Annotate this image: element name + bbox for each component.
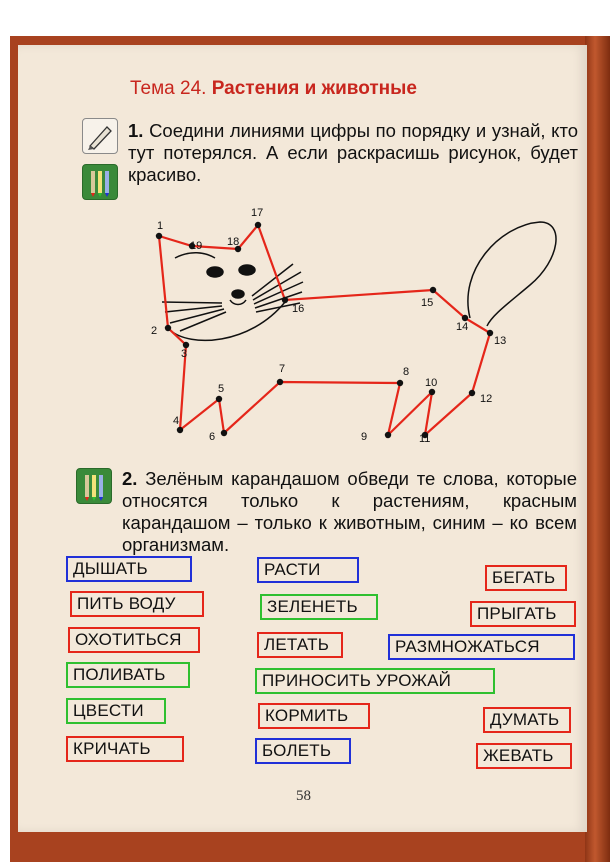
word-tsvesti: ЦВЕСТИ	[66, 698, 166, 724]
word-letat: ЛЕТАТЬ	[257, 632, 343, 658]
word-okhotitsya: ОХОТИТЬСЯ	[68, 627, 200, 653]
dot-label-8: 8	[403, 366, 410, 378]
dot-label-14: 14	[456, 321, 469, 333]
connected-dot-lines	[159, 225, 493, 435]
dot-label-6: 6	[209, 431, 216, 443]
word-prinosit-urozhay: ПРИНОСИТЬ УРОЖАЙ	[255, 668, 495, 694]
dot-label-10: 10	[425, 377, 438, 389]
dot-label-3: 3	[181, 348, 188, 360]
dot-label-17: 17	[251, 207, 264, 219]
word-bolet: БОЛЕТЬ	[255, 738, 351, 764]
dot-label-15: 15	[421, 297, 434, 309]
word-begat: БЕГАТЬ	[485, 565, 567, 591]
task-2	[122, 468, 577, 556]
word-zelenet: ЗЕЛЕНЕТЬ	[260, 594, 378, 620]
dot-label-19: 19	[190, 240, 203, 252]
dot-label-18: 18	[227, 236, 240, 248]
word-kormit: КОРМИТЬ	[258, 703, 370, 729]
dot-label-2: 2	[151, 325, 158, 337]
task-1-number: 1.	[128, 120, 144, 141]
word-zhevat: ЖЕВАТЬ	[476, 743, 572, 769]
task-2-number: 2.	[122, 468, 138, 489]
task-2-text: Зелёным карандашом обведи те слова, которые относятся только к растениям, красным карандашом – только к животным, синим – ко всем организмам.	[122, 468, 578, 555]
word-pit-vodu: ПИТЬ ВОДУ	[70, 591, 204, 617]
page-number: 58	[296, 788, 311, 804]
dot-label-12: 12	[480, 393, 493, 405]
word-dumat: ДУМАТЬ	[483, 707, 571, 733]
dot-label-1: 1	[157, 220, 164, 232]
topic-title: Растения и животные	[211, 78, 417, 99]
dot-label-7: 7	[279, 363, 286, 375]
cat-outline	[162, 222, 556, 340]
colored-pencils-icon	[76, 468, 112, 504]
word-polivat: ПОЛИВАТЬ	[66, 662, 190, 688]
dot-label-13: 13	[494, 335, 507, 347]
word-krichat: КРИЧАТЬ	[66, 736, 184, 762]
task-1-text: Соедини линиями цифры по порядку и узнай, кто тут потерялся. А если раскрасишь рисунок, будет красиво.	[128, 120, 579, 185]
dot-label-11: 11	[419, 433, 431, 445]
dot-label-5: 5	[218, 383, 225, 395]
word-rasti: РАСТИ	[257, 557, 359, 583]
word-razmnozhatsya: РАЗМНОЖАТЬСЯ	[388, 634, 575, 660]
word-prygat: ПРЫГАТЬ	[470, 601, 576, 627]
dot-label-9: 9	[361, 431, 368, 443]
topic-prefix: Тема 24.	[130, 78, 207, 99]
dot-label-4: 4	[173, 415, 180, 427]
word-dyshat: ДЫШАТЬ	[66, 556, 192, 582]
dot-label-16: 16	[292, 303, 305, 315]
